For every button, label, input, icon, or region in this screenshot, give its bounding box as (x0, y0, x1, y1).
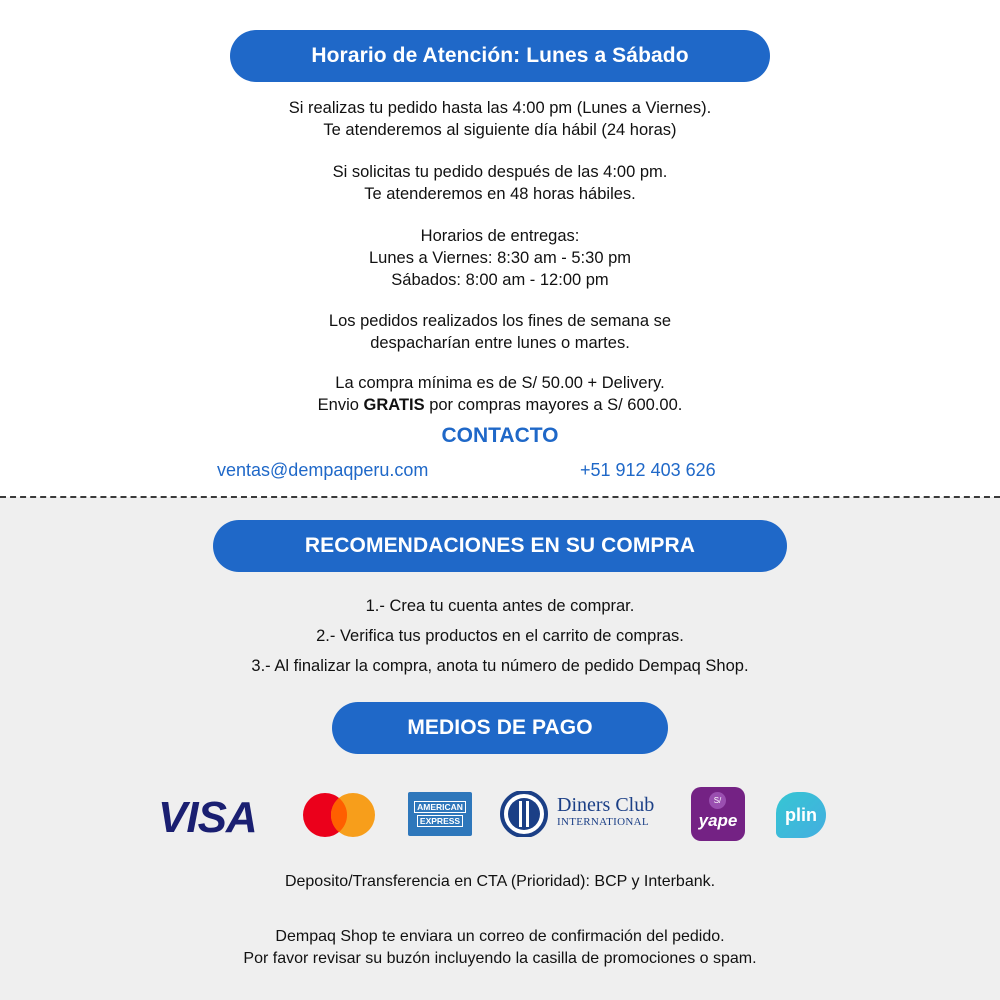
diners-club-logo (497, 791, 667, 837)
contact-email-link[interactable]: ventas@dempaqperu.com (217, 460, 429, 480)
hours-text-line: Si solicitas tu pedido después de las 4:00 pm. (332, 163, 668, 181)
hours-text-line: Te atenderemos en 48 horas hábiles. (364, 185, 636, 203)
recommendations-list (0, 591, 1000, 681)
recommendations-title-banner (213, 520, 787, 572)
list-item: 2.- Verifica tus productos en el carrito de compras. (316, 627, 684, 645)
hours-paragraph-2 (0, 161, 1000, 205)
minimum-purchase-note (0, 372, 1000, 416)
dashed-divider (0, 496, 1000, 498)
diners-wordmark-sub: INTERNATIONAL (557, 816, 649, 828)
diners-wordmark (557, 794, 654, 829)
mastercard-logo (302, 792, 376, 838)
contact-title: CONTACTO (441, 424, 559, 447)
free-shipping-line (0, 394, 1000, 416)
deposit-note: Deposito/Transferencia en CTA (Prioridad): BCP y Interbank. (284, 873, 716, 890)
confirmation-line: Por favor revisar su buzón incluyendo la casilla de promociones o spam. (243, 950, 757, 967)
payment-logos (0, 780, 1000, 850)
delivery-hours (0, 225, 1000, 291)
american-express-logo (408, 792, 472, 836)
hours-title-banner (230, 30, 770, 82)
delivery-hours-heading: Horarios de entregas: (420, 227, 580, 245)
confirmation-line: Dempaq Shop te enviara un correo de confirmación del pedido. (275, 928, 725, 945)
list-item: 1.- Crea tu cuenta antes de comprar. (365, 597, 635, 615)
visa-logo: VISA (158, 793, 257, 842)
plin-logo: plin (776, 792, 826, 838)
yape-logo (691, 787, 745, 841)
list-item: 3.- Al finalizar la compra, anota tu número de pedido Dempaq Shop. (251, 657, 749, 675)
hours-text-line: Los pedidos realizados los fines de semana se (328, 312, 672, 330)
free-shipping-emphasis: GRATIS (363, 396, 425, 414)
payment-title-banner (332, 702, 668, 754)
hours-text-line: Si realizas tu pedido hasta las 4:00 pm (Lunes a Viernes). (288, 99, 712, 117)
minimum-purchase-line: La compra mínima es de S/ 50.00 + Delivery. (335, 374, 665, 392)
recommendations-title: RECOMENDACIONES EN SU COMPRA (304, 534, 696, 557)
amex-text-top: AMERICAN (414, 801, 466, 813)
diners-wordmark-main: Diners Club (557, 794, 655, 816)
free-shipping-suffix: por compras mayores a S/ 600.00. (424, 396, 683, 414)
contact-phone-link[interactable]: +51 912 403 626 (580, 460, 716, 480)
free-shipping-prefix: Envio (317, 396, 364, 414)
payment-title: MEDIOS DE PAGO (407, 716, 593, 739)
hours-title: Horario de Atención: Lunes a Sábado (311, 44, 689, 67)
yape-wordmark: yape (698, 811, 738, 830)
hours-text-line: despacharían entre lunes o martes. (370, 334, 630, 352)
amex-text-bottom: EXPRESS (417, 815, 463, 827)
weekend-note (0, 310, 1000, 354)
diners-emblem-icon (497, 791, 551, 837)
hours-text-line: Te atenderemos al siguiente día hábil (24 horas) (323, 121, 677, 139)
confirmation-note (0, 926, 1000, 970)
delivery-hours-weekdays: Lunes a Viernes: 8:30 am - 5:30 pm (368, 249, 632, 267)
hours-paragraph-1 (0, 97, 1000, 141)
delivery-hours-saturday: Sábados: 8:00 am - 12:00 pm (391, 271, 609, 289)
yape-coin-icon: S/ (709, 792, 726, 809)
